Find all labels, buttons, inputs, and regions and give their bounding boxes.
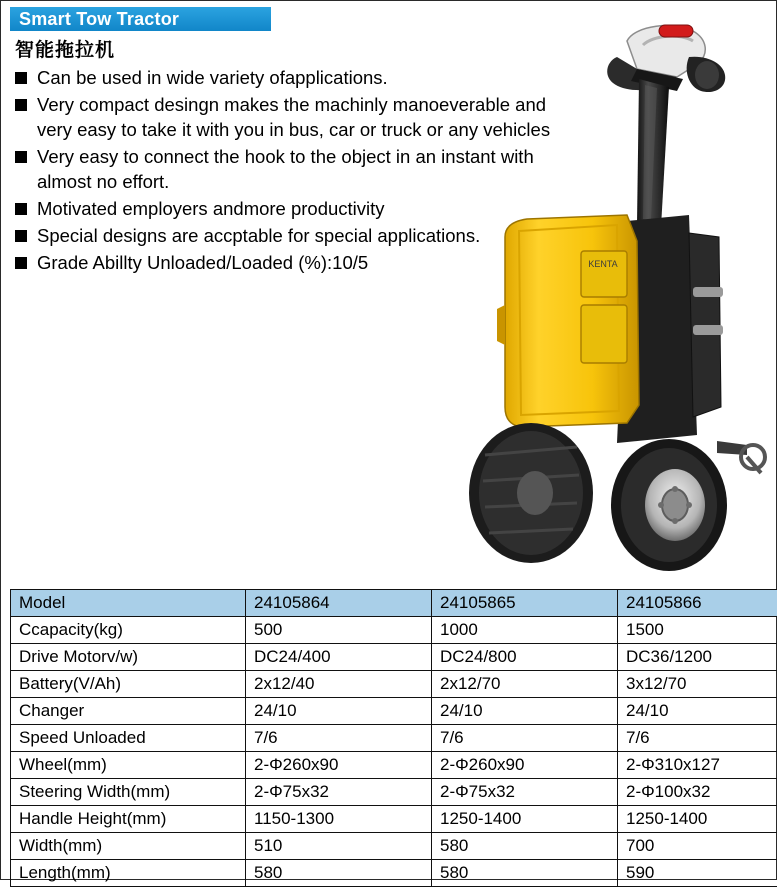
table-row	[11, 617, 777, 644]
row-label: Wheel(mm)	[11, 752, 246, 779]
product-photo	[431, 5, 771, 585]
page-title: Smart Tow Tractor	[10, 9, 179, 30]
cell-value: 2-Φ260x90	[246, 752, 432, 779]
row-label: Steering Width(mm)	[11, 779, 246, 806]
row-label: Changer	[11, 698, 246, 725]
cell-value: 2x12/40	[246, 671, 432, 698]
table-row	[11, 590, 777, 617]
cell-value: 7/6	[246, 725, 432, 752]
cell-value: 2-Φ260x90	[432, 752, 618, 779]
table-row	[11, 806, 777, 833]
cell-value: 2-Φ75x32	[246, 779, 432, 806]
square-bullet-icon	[15, 257, 27, 269]
table-row	[11, 671, 777, 698]
brand-label: KENTA	[588, 259, 617, 269]
table-row	[11, 725, 777, 752]
cell-value: 1250-1400	[432, 806, 618, 833]
cell-value: 24105865	[432, 590, 618, 617]
cell-value: 3x12/70	[618, 671, 777, 698]
cell-value: 1150-1300	[246, 806, 432, 833]
cell-value: 2-Φ75x32	[432, 779, 618, 806]
row-label: Drive Motorv/w)	[11, 644, 246, 671]
tractor-body	[497, 215, 723, 443]
specifications-table	[10, 589, 777, 887]
row-label: Battery(V/Ah)	[11, 671, 246, 698]
cell-value: 7/6	[432, 725, 618, 752]
cell-value: 24/10	[432, 698, 618, 725]
square-bullet-icon	[15, 151, 27, 163]
tow-tractor-illustration	[431, 5, 771, 585]
square-bullet-icon	[15, 203, 27, 215]
table-row	[11, 833, 777, 860]
table-body	[11, 590, 777, 887]
cell-value: 700	[618, 833, 777, 860]
cell-value: 500	[246, 617, 432, 644]
square-bullet-icon	[15, 72, 27, 84]
table-row	[11, 860, 777, 887]
cell-value: 1250-1400	[618, 806, 777, 833]
cell-value: 1500	[618, 617, 777, 644]
feature-text: Very compact desingn makes the machinly manoeverable and very easy to take it with you in bus, car or truck or any vehicles	[37, 92, 555, 142]
product-subtitle-chinese: 智能拖拉机	[15, 35, 115, 62]
square-bullet-icon	[15, 99, 27, 111]
cell-value: 7/6	[618, 725, 777, 752]
cell-value: DC24/400	[246, 644, 432, 671]
wheel-left	[469, 423, 593, 563]
row-label: Speed Unloaded	[11, 725, 246, 752]
tiller-arm	[637, 79, 669, 227]
cell-value: 24/10	[618, 698, 777, 725]
cell-value: DC24/800	[432, 644, 618, 671]
cell-value: 2-Φ310x127	[618, 752, 777, 779]
cell-value: 2-Φ100x32	[618, 779, 777, 806]
square-bullet-icon	[15, 230, 27, 242]
cell-value: DC36/1200	[618, 644, 777, 671]
feature-text: Grade Abillty Unloaded/Loaded (%):10/5	[37, 250, 368, 275]
cell-value: 510	[246, 833, 432, 860]
row-label: Handle Height(mm)	[11, 806, 246, 833]
table-row	[11, 752, 777, 779]
tow-hook	[717, 441, 765, 473]
table-row	[11, 779, 777, 806]
cell-value: 580	[432, 833, 618, 860]
feature-text: Very easy to connect the hook to the object in an instant with almost no effort.	[37, 144, 555, 194]
tiller-head	[607, 25, 725, 92]
cell-value: 580	[432, 860, 618, 887]
cell-value: 590	[618, 860, 777, 887]
cell-value: 24/10	[246, 698, 432, 725]
row-label: Width(mm)	[11, 833, 246, 860]
wheel-right	[611, 439, 727, 571]
row-label: Ccapacity(kg)	[11, 617, 246, 644]
feature-text: Motivated employers andmore productivity	[37, 196, 385, 221]
feature-text: Can be used in wide variety ofapplications.	[37, 65, 388, 90]
table-row	[11, 644, 777, 671]
cell-value: 24105866	[618, 590, 777, 617]
feature-text: Special designs are accptable for special applications.	[37, 223, 480, 248]
row-label: Length(mm)	[11, 860, 246, 887]
cell-value: 24105864	[246, 590, 432, 617]
cell-value: 580	[246, 860, 432, 887]
row-label: Model	[11, 590, 246, 617]
cell-value: 1000	[432, 617, 618, 644]
cell-value: 2x12/70	[432, 671, 618, 698]
table-row	[11, 698, 777, 725]
product-title-bar	[10, 7, 271, 31]
